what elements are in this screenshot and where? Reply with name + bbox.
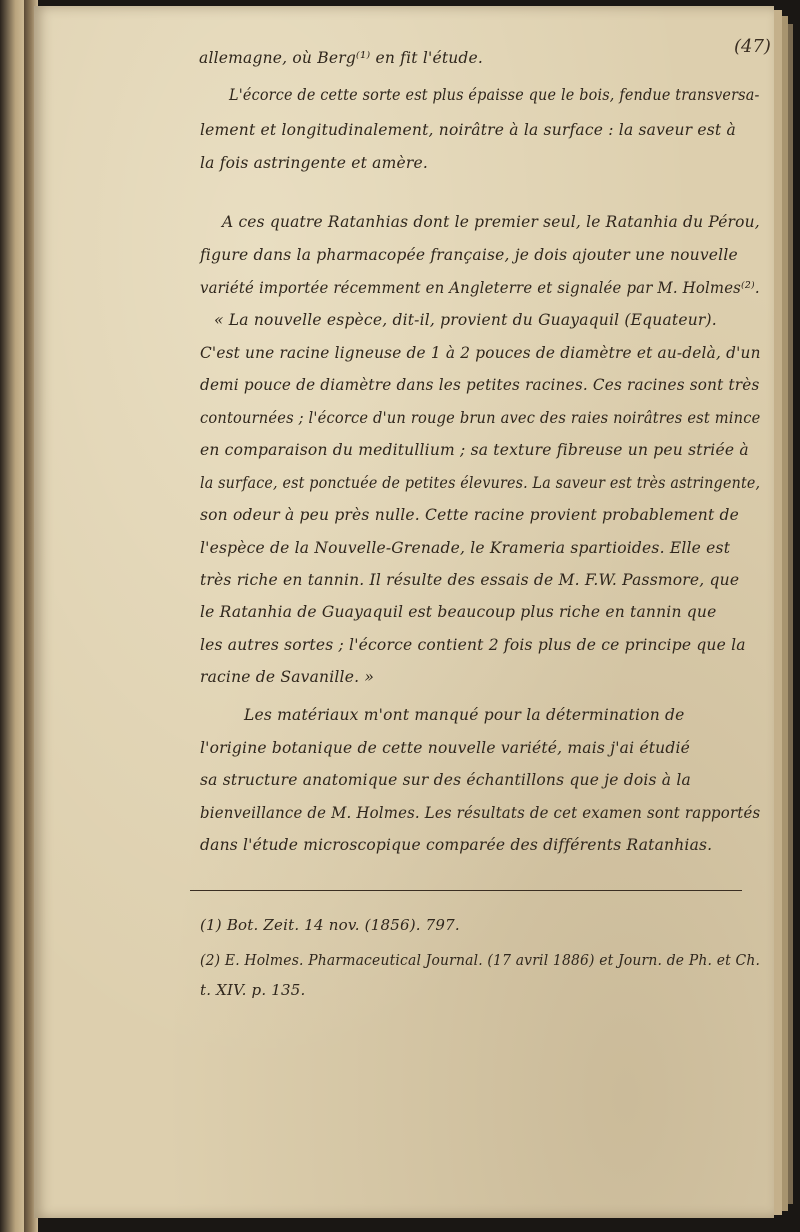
body-line: L'écorce de cette sorte est plus épaisse que le bois, fendue transversa- bbox=[229, 86, 760, 104]
body-line: A ces quatre Ratanhias dont le premier seul, le Ratanhia du Pérou, bbox=[222, 213, 760, 231]
body-line: dans l'étude microscopique comparée des différents Ratanhias. bbox=[200, 836, 713, 854]
body-line: C'est une racine ligneuse de 1 à 2 pouces de diamètre et au-delà, d'un bbox=[200, 344, 761, 362]
body-line: l'espèce de la Nouvelle-Grenade, le Krameria spartioides. Elle est bbox=[200, 539, 731, 557]
body-line: très riche en tannin. Il résulte des essais de M. F.W. Passmore, que bbox=[200, 571, 740, 589]
body-line: Les matériaux m'ont manqué pour la détermination de bbox=[244, 706, 685, 724]
page-edge bbox=[774, 10, 782, 1215]
body-line: son odeur à peu près nulle. Cette racine provient probablement de bbox=[200, 506, 740, 524]
body-line: sa structure anatomique sur des échantillons que je dois à la bbox=[200, 771, 691, 789]
manuscript-page bbox=[34, 6, 774, 1218]
page-edge bbox=[788, 24, 793, 1204]
body-line: en comparaison du meditullium ; sa texture fibreuse un peu striée à bbox=[200, 441, 749, 459]
footnote: (2) E. Holmes. Pharmaceutical Journal. (17 avril 1886) et Journ. de Ph. et Ch. bbox=[200, 951, 761, 969]
body-line: variété importée récemment en Angleterre et signalée par M. Holmes⁽²⁾. bbox=[200, 279, 760, 297]
body-line: contournées ; l'écorce d'un rouge brun avec des raies noirâtres est mince bbox=[200, 409, 761, 427]
footnote: t. XIV. p. 135. bbox=[200, 981, 306, 999]
page-number: (47) bbox=[734, 36, 771, 57]
footnote: (1) Bot. Zeit. 14 nov. (1856). 797. bbox=[200, 916, 460, 934]
body-line: la fois astringente et amère. bbox=[200, 154, 428, 172]
body-line: l'origine botanique de cette nouvelle variété, mais j'ai étudié bbox=[200, 739, 691, 757]
body-line: « La nouvelle espèce, dit-il, provient du Guayaquil (Equateur). bbox=[214, 311, 717, 329]
body-line: les autres sortes ; l'écorce contient 2 fois plus de ce principe que la bbox=[200, 636, 746, 654]
body-line: racine de Savanille. » bbox=[200, 668, 375, 686]
footnote-divider bbox=[190, 890, 742, 891]
body-line: le Ratanhia de Guayaquil est beaucoup plus riche en tannin que bbox=[200, 603, 717, 621]
body-line: la surface, est ponctuée de petites élevures. La saveur est très astringente, bbox=[200, 474, 761, 492]
body-line: lement et longitudinalement, noirâtre à la surface : la saveur est à bbox=[200, 121, 736, 139]
body-line: figure dans la pharmacopée française, je dois ajouter une nouvelle bbox=[200, 246, 738, 264]
body-line: bienveillance de M. Holmes. Les résultats de cet examen sont rapportés bbox=[200, 804, 761, 822]
body-line: allemagne, où Berg⁽¹⁾ en fit l'étude. bbox=[199, 49, 484, 67]
body-line: demi pouce de diamètre dans les petites racines. Ces racines sont très bbox=[200, 376, 760, 394]
